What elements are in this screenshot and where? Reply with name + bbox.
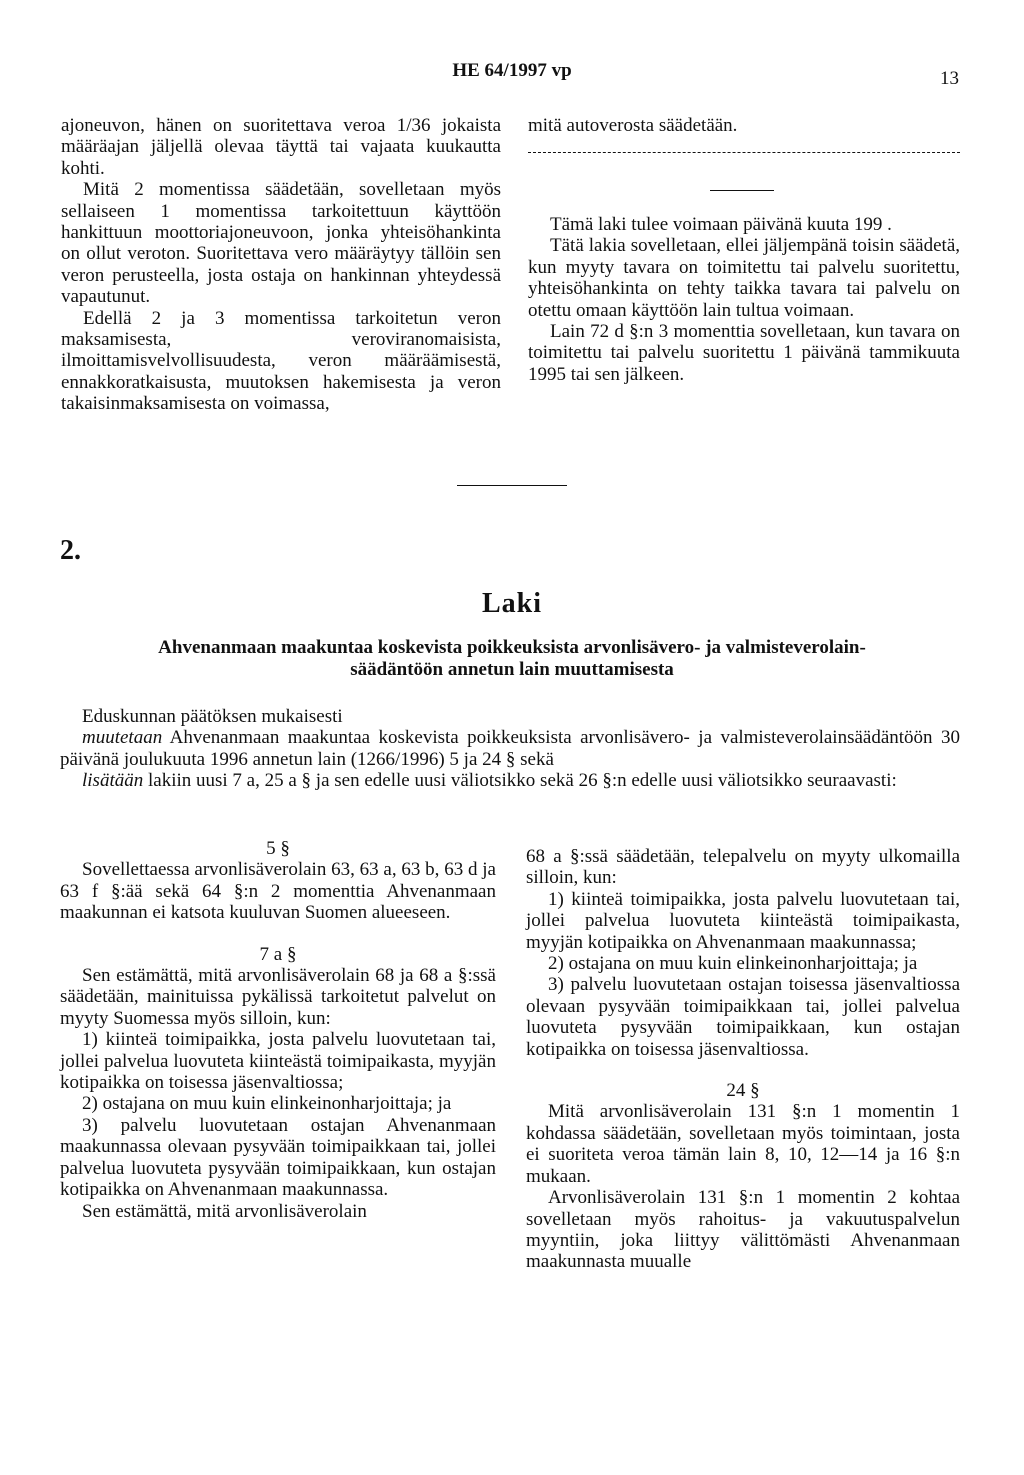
paragraph: Edellä 2 ja 3 momentissa tarkoitetun veron maksamisesta, veroviranomaisista, ilmoittamisvelvollisuudesta, veron määräämisestä, ennakkoratkaisusta, muutoksen hakemisesta ja veron takaisinmaksamisesta on voimassa, bbox=[61, 307, 501, 415]
paragraph: Arvonlisäverolain 131 §:n 1 momentin 2 kohtaa sovelletaan myös rahoitus- ja vakuutuspalvelun myyntiin, joka liittyy välittömästi Ahvenanmaan maakunnasta muualle bbox=[526, 1187, 960, 1273]
top-left-column bbox=[61, 115, 501, 415]
law-number: 2. bbox=[60, 535, 81, 566]
document-id: HE 64/1997 vp bbox=[452, 60, 572, 81]
list-item: 2) ostajana on muu kuin elinkeinonharjoittaja; ja bbox=[82, 1093, 452, 1115]
list-item: 1) kiinteä toimipaikka, josta palvelu luovutetaan tai, jollei palvelua luovuteta kiinteästä toimipaikasta, myyjän kotipaikka on toisessa jäsenvaltiossa; bbox=[60, 1029, 496, 1094]
section-divider bbox=[457, 485, 567, 486]
add-clause bbox=[60, 770, 960, 791]
list-item: 2) ostajana on muu kuin elinkeinonharjoittaja; ja bbox=[548, 953, 918, 975]
law-subtitle-line: Ahvenanmaan maakuntaa koskevista poikkeuksista arvonlisävero- ja valmisteverolain- bbox=[158, 637, 866, 658]
list-item: 3) palvelu luovutetaan ostajan Ahvenanmaan maakunnassa olevaan pysyvään toimipaikkaan tai, jollei palvelua luovuteta pysyvään toimipaikkaan, kun ostajan kotipaikka on Ahvenanmaan maakunnassa. bbox=[60, 1114, 496, 1201]
paragraph: Tätä lakia sovelletaan, ellei jäljempänä toisin säädetä, kun myyty tavara on toimitettu tai palvelu suoritettu, yhteisöhankinta on tehty taikka tavara tai palvelu on otettu omaan käyttöön lain tultua voimaan. bbox=[528, 235, 960, 321]
list-item: 3) palvelu luovutetaan ostajan toisessa jäsenvaltiossa olevaan pysyvään toimipaikkaan tai, jollei palvelua luovuteta pysyvään toimipaikkaan, kun ostajan kotipaikka on toisessa jäsenvaltiossa. bbox=[526, 974, 960, 1060]
paragraph: 68 a §:ssä säädetään, telepalvelu on myyty ulkomailla silloin, kun: bbox=[526, 846, 960, 889]
paragraph: Sovellettaessa arvonlisäverolain 63, 63 a, 63 b, 63 d ja 63 f §:ää sekä 64 §:n 2 momenttia Ahvenanmaan maakunnan ei katsota kuuluvan Suomen alueeseen. bbox=[60, 859, 496, 924]
paragraph: Lain 72 d §:n 3 momenttia sovelletaan, kun tavara on toimitettu tai palvelu suoritettu 1 päivänä tammikuuta 1995 tai sen jälkeen. bbox=[528, 321, 960, 385]
paragraph: Tämä laki tulee voimaan päivänä kuuta 199 . bbox=[550, 214, 892, 235]
preamble: Eduskunnan päätöksen mukaisesti bbox=[82, 706, 343, 727]
short-divider bbox=[710, 190, 774, 191]
page-number: 13 bbox=[940, 68, 959, 89]
section-heading: 5 § bbox=[266, 838, 290, 859]
dashed-divider bbox=[528, 152, 960, 153]
section-heading: 7 a § bbox=[259, 943, 297, 965]
body-left-column bbox=[60, 838, 496, 1222]
add-text: lakiin uusi 7 a, 25 a § ja sen edelle uusi väliotsikko sekä 26 §:n edelle uusi väliotsikko seuraavasti: bbox=[143, 770, 897, 792]
paragraph: Mitä arvonlisäverolain 131 §:n 1 momentin 1 kohdassa säädetään, sovelletaan myös toimintaan, josta ei suoriteta veroa tämän lain 8, 10, 12—14 ja 16 §:n mukaan. bbox=[526, 1101, 960, 1187]
law-title: Laki bbox=[481, 588, 543, 619]
paragraph: Mitä 2 momentissa säädetään, sovelletaan myös sellaiseen 1 momentissa tarkoitettuun käyttöön hankittuun moottoriajoneuvoon, jonka yhteisöhankinta on ollut veroton. Suoritettava vero määräytyy tällöin sen veron perusteella, josta ostaja on hankinnan yhteydessä vapautunut. bbox=[61, 179, 501, 308]
section-heading: 24 § bbox=[726, 1080, 760, 1102]
amend-text: Ahvenanmaan maakuntaa koskevista poikkeuksista arvonlisävero- ja valmisteverolainsäädäntöön 30 päivänä joulukuuta 1996 annetun lain (1266/1996) 5 ja 24 § sekä bbox=[60, 727, 960, 770]
amend-word: muutetaan bbox=[82, 727, 163, 749]
paragraph: mitä autoverosta säädetään. bbox=[528, 115, 738, 136]
top-right-column-2 bbox=[528, 214, 960, 385]
paragraph: ajoneuvon, hänen on suoritettava veroa 1/36 jokaista määräajan jäljellä olevaa täyttä tai vajaata kuukautta kohti. bbox=[61, 115, 501, 179]
law-subtitle bbox=[60, 637, 964, 681]
body-right-column bbox=[526, 846, 960, 1273]
law-subtitle-line: säädäntöön annetun lain muuttamisesta bbox=[350, 659, 674, 680]
top-right-column bbox=[528, 115, 960, 136]
paragraph: Sen estämättä, mitä arvonlisäverolain bbox=[82, 1200, 367, 1222]
list-item: 1) kiinteä toimipaikka, josta palvelu luovutetaan tai, jollei palvelua luovuteta kiinteästä toimipaikasta, myyjän kotipaikka on Ahvenanmaan maakunnassa; bbox=[526, 888, 960, 953]
add-word: lisätään bbox=[82, 770, 144, 792]
amend-clause bbox=[60, 727, 960, 770]
paragraph: Sen estämättä, mitä arvonlisäverolain 68 ja 68 a §:ssä säädetään, mainituissa pykälissä tarkoitetut palvelut on myyty Suomessa myös silloin, kun: bbox=[60, 965, 496, 1029]
preamble-block bbox=[60, 706, 960, 792]
